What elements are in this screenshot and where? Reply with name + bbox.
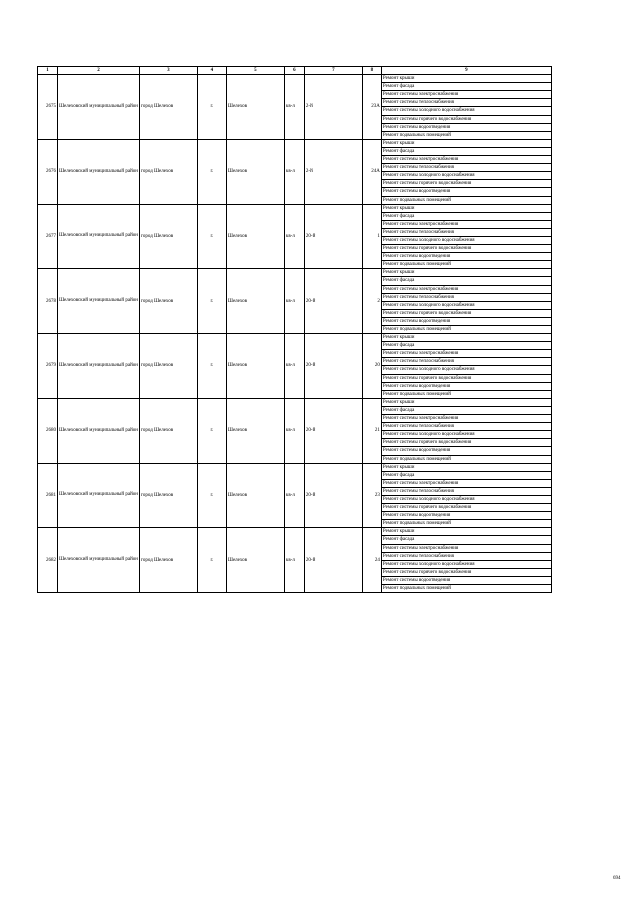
table-row <box>38 528 552 536</box>
street-type-cell: кв-л <box>284 334 304 399</box>
header-col-5: 5 <box>226 67 284 75</box>
street-cell: 20-й <box>304 528 362 593</box>
settlement-type-cell: г. <box>197 528 226 593</box>
work-item: Ремонт системы водоотведения <box>381 447 551 455</box>
work-item: Ремонт фасада <box>381 212 551 220</box>
house-number-cell: 21 <box>362 398 381 463</box>
street-type-cell: кв-л <box>284 269 304 334</box>
settlement-type-cell: г. <box>197 75 226 140</box>
work-item: Ремонт фасада <box>381 83 551 91</box>
header-col-1: 1 <box>38 67 58 75</box>
work-item: Ремонт системы водоотведения <box>381 512 551 520</box>
work-item: Ремонт системы холодного водоснабжения <box>381 495 551 503</box>
work-item: Ремонт крыши <box>381 75 551 83</box>
work-item: Ремонт подвальных помещений <box>381 196 551 204</box>
work-item: Ремонт фасада <box>381 406 551 414</box>
work-item: Ремонт крыши <box>381 334 551 342</box>
row-number: 2676 <box>38 139 58 204</box>
settlement-type-cell: г. <box>197 139 226 204</box>
row-number: 2678 <box>38 269 58 334</box>
work-item: Ремонт фасада <box>381 471 551 479</box>
table-row <box>38 75 552 83</box>
street-type-cell: кв-л <box>284 75 304 140</box>
work-item: Ремонт системы электроснабжения <box>381 156 551 164</box>
settlement-cell: город Шелехов <box>139 139 197 204</box>
work-item: Ремонт крыши <box>381 398 551 406</box>
row-number: 2675 <box>38 75 58 140</box>
house-number-cell: 23А <box>362 75 381 140</box>
work-item: Ремонт подвальных помещений <box>381 455 551 463</box>
district-cell: Шелеховский муниципальный район <box>58 334 140 399</box>
work-item: Ремонт системы электроснабжения <box>381 91 551 99</box>
work-item: Ремонт крыши <box>381 269 551 277</box>
settlement-type-cell: г. <box>197 463 226 528</box>
street-type-cell: кв-л <box>284 139 304 204</box>
settlement-type-cell: г. <box>197 334 226 399</box>
row-number: 2677 <box>38 204 58 269</box>
street-type-cell: кв-л <box>284 463 304 528</box>
header-col-8: 8 <box>362 67 381 75</box>
row-number: 2679 <box>38 334 58 399</box>
work-item: Ремонт системы горячего водоснабжения <box>381 439 551 447</box>
house-number-cell: 23 <box>362 463 381 528</box>
work-item: Ремонт крыши <box>381 204 551 212</box>
settlement-name-cell: Шелехов <box>226 398 284 463</box>
work-item: Ремонт системы водоотведения <box>381 123 551 131</box>
table-body <box>38 75 552 593</box>
page-number: 694 <box>613 876 621 881</box>
header-col-4: 4 <box>197 67 226 75</box>
district-cell: Шелеховский муниципальный район <box>58 398 140 463</box>
street-cell: 2-й <box>304 75 362 140</box>
work-item: Ремонт подвальных помещений <box>381 390 551 398</box>
house-number-cell: 2 <box>362 269 381 334</box>
house-number-cell: 24 <box>362 528 381 593</box>
work-item: Ремонт фасада <box>381 536 551 544</box>
street-cell: 20-й <box>304 398 362 463</box>
work-item: Ремонт системы теплоснабжения <box>381 228 551 236</box>
work-item: Ремонт крыши <box>381 528 551 536</box>
work-item: Ремонт системы электроснабжения <box>381 220 551 228</box>
settlement-cell: город Шелехов <box>139 334 197 399</box>
settlement-cell: город Шелехов <box>139 528 197 593</box>
header-col-2: 2 <box>58 67 140 75</box>
table-row <box>38 463 552 471</box>
street-type-cell: кв-л <box>284 398 304 463</box>
work-item: Ремонт подвальных помещений <box>381 326 551 334</box>
work-item: Ремонт системы холодного водоснабжения <box>381 301 551 309</box>
work-item: Ремонт системы электроснабжения <box>381 479 551 487</box>
work-item: Ремонт системы водоотведения <box>381 188 551 196</box>
street-cell: 20-й <box>304 463 362 528</box>
settlement-cell: город Шелехов <box>139 463 197 528</box>
work-item: Ремонт системы водоотведения <box>381 317 551 325</box>
work-item: Ремонт системы холодного водоснабжения <box>381 236 551 244</box>
work-item: Ремонт системы теплоснабжения <box>381 552 551 560</box>
work-item: Ремонт системы теплоснабжения <box>381 358 551 366</box>
header-col-9: 9 <box>381 67 551 75</box>
work-item: Ремонт системы водоотведения <box>381 253 551 261</box>
table-row <box>38 204 552 212</box>
settlement-name-cell: Шелехов <box>226 269 284 334</box>
work-item: Ремонт подвальных помещений <box>381 261 551 269</box>
work-item: Ремонт системы горячего водоснабжения <box>381 374 551 382</box>
settlement-name-cell: Шелехов <box>226 463 284 528</box>
work-item: Ремонт системы холодного водоснабжения <box>381 366 551 374</box>
work-item: Ремонт системы горячего водоснабжения <box>381 504 551 512</box>
header-row <box>38 67 552 75</box>
work-item: Ремонт системы холодного водоснабжения <box>381 560 551 568</box>
work-item: Ремонт системы холодного водоснабжения <box>381 172 551 180</box>
settlement-type-cell: г. <box>197 269 226 334</box>
work-item: Ремонт системы горячего водоснабжения <box>381 180 551 188</box>
work-item: Ремонт системы теплоснабжения <box>381 99 551 107</box>
settlement-type-cell: г. <box>197 398 226 463</box>
work-item: Ремонт системы электроснабжения <box>381 285 551 293</box>
row-number: 2680 <box>38 398 58 463</box>
work-item: Ремонт системы теплоснабжения <box>381 487 551 495</box>
work-item: Ремонт фасада <box>381 342 551 350</box>
row-number: 2682 <box>38 528 58 593</box>
works-table <box>37 66 552 593</box>
district-cell: Шелеховский муниципальный район <box>58 463 140 528</box>
work-item: Ремонт системы холодного водоснабжения <box>381 107 551 115</box>
work-item: Ремонт системы водоотведения <box>381 382 551 390</box>
header-col-3: 3 <box>139 67 197 75</box>
work-item: Ремонт подвальных помещений <box>381 131 551 139</box>
header-col-6: 6 <box>284 67 304 75</box>
row-number: 2681 <box>38 463 58 528</box>
work-item: Ремонт системы горячего водоснабжения <box>381 115 551 123</box>
house-number-cell: 1 <box>362 204 381 269</box>
work-item: Ремонт подвальных помещений <box>381 585 551 593</box>
settlement-cell: город Шелехов <box>139 398 197 463</box>
settlement-cell: город Шелехов <box>139 269 197 334</box>
work-item: Ремонт системы электроснабжения <box>381 544 551 552</box>
work-item: Ремонт фасада <box>381 147 551 155</box>
work-item: Ремонт подвальных помещений <box>381 520 551 528</box>
district-cell: Шелеховский муниципальный район <box>58 75 140 140</box>
street-cell: 2-й <box>304 139 362 204</box>
district-cell: Шелеховский муниципальный район <box>58 269 140 334</box>
settlement-name-cell: Шелехов <box>226 204 284 269</box>
house-number-cell: 20 <box>362 334 381 399</box>
table-row <box>38 334 552 342</box>
work-item: Ремонт системы электроснабжения <box>381 350 551 358</box>
work-item: Ремонт системы теплоснабжения <box>381 293 551 301</box>
street-cell: 20-й <box>304 334 362 399</box>
settlement-cell: город Шелехов <box>139 75 197 140</box>
table-row <box>38 139 552 147</box>
table-row <box>38 269 552 277</box>
street-type-cell: кв-л <box>284 204 304 269</box>
work-item: Ремонт системы водоотведения <box>381 576 551 584</box>
work-item: Ремонт крыши <box>381 139 551 147</box>
street-type-cell: кв-л <box>284 528 304 593</box>
work-item: Ремонт фасада <box>381 277 551 285</box>
work-item: Ремонт системы теплоснабжения <box>381 164 551 172</box>
work-item: Ремонт системы горячего водоснабжения <box>381 245 551 253</box>
district-cell: Шелеховский муниципальный район <box>58 204 140 269</box>
settlement-name-cell: Шелехов <box>226 75 284 140</box>
work-item: Ремонт системы горячего водоснабжения <box>381 309 551 317</box>
work-item: Ремонт системы горячего водоснабжения <box>381 568 551 576</box>
settlement-name-cell: Шелехов <box>226 334 284 399</box>
district-cell: Шелеховский муниципальный район <box>58 139 140 204</box>
district-cell: Шелеховский муниципальный район <box>58 528 140 593</box>
work-item: Ремонт крыши <box>381 463 551 471</box>
settlement-name-cell: Шелехов <box>226 139 284 204</box>
work-item: Ремонт системы холодного водоснабжения <box>381 431 551 439</box>
street-cell: 20-й <box>304 269 362 334</box>
settlement-type-cell: г. <box>197 204 226 269</box>
settlement-name-cell: Шелехов <box>226 528 284 593</box>
settlement-cell: город Шелехов <box>139 204 197 269</box>
house-number-cell: 24А <box>362 139 381 204</box>
work-item: Ремонт системы теплоснабжения <box>381 423 551 431</box>
street-cell: 20-й <box>304 204 362 269</box>
work-item: Ремонт системы электроснабжения <box>381 415 551 423</box>
table-row <box>38 398 552 406</box>
header-col-7: 7 <box>304 67 362 75</box>
